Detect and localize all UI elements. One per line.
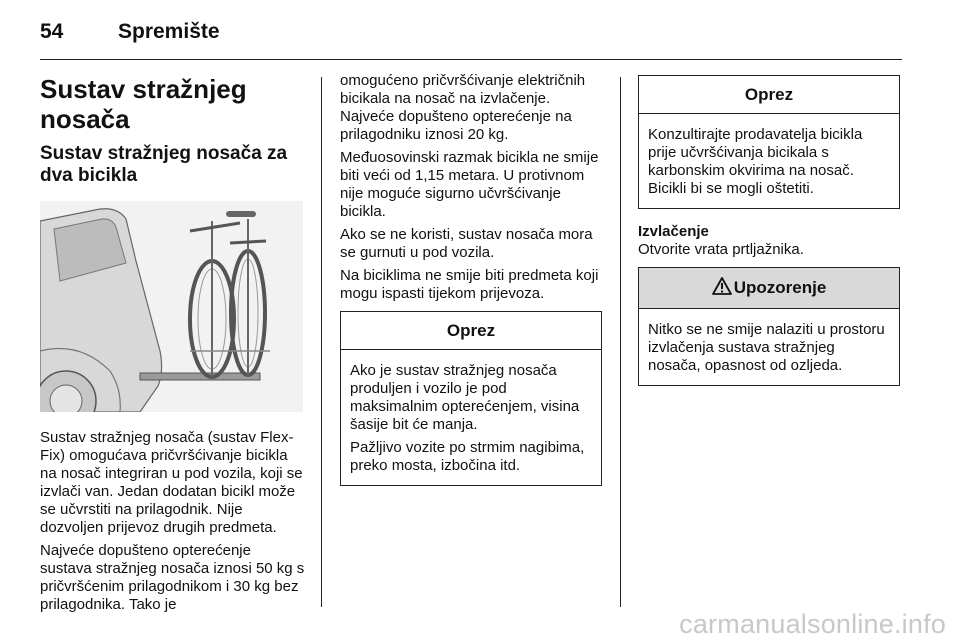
column-left xyxy=(40,72,305,619)
paragraph: Otvorite vrata prtljažnika. xyxy=(638,241,804,258)
header-rule xyxy=(40,59,902,60)
warning-box xyxy=(638,267,900,386)
caution-box xyxy=(638,75,900,209)
warning-text: Nitko se ne smije nalaziti u prostoru izvlačenja sustava stražnjeg nosača, opasnost od ozljeda. xyxy=(648,321,885,374)
paragraph: Sustav stražnjeg nosača (sustav Flex-Fix) omogućava pričvršćivanje bicikla na nosač integriran u pod vozila, koji se izvlači van. Jedan dodatan bicikl može se učvrstiti na prilagodnik. Nije dozvoljen prijevoz drugih predmeta. xyxy=(40,429,303,536)
bike-carrier-drawing xyxy=(40,201,303,412)
paragraph: Ako se ne koristi, sustav nosača mora se gurnuti u pod vozila. xyxy=(340,226,593,261)
paragraph: Na biciklima ne smije biti predmeta koji mogu ispasti tijekom prijevoza. xyxy=(340,267,599,302)
warning-triangle-icon xyxy=(712,277,732,300)
warning-header xyxy=(639,268,899,309)
caution-box xyxy=(340,311,602,486)
page-number: 54 xyxy=(40,20,64,43)
subheading: Izvlačenje xyxy=(638,223,709,240)
paragraph: omogućeno pričvršćivanje električnih bicikala na nosač na izvlačenje. Najveće dopušteno opterećenje na prilagodniku iznosi 20 kg. xyxy=(340,72,586,143)
section-title: Sustav stražnjeg nosača xyxy=(40,74,247,134)
paragraph: Najveće dopušteno opterećenje sustava stražnjeg nosača iznosi 50 kg s pričvršćenim prilagodnikom i 30 kg bez prilagodnika. Tako je xyxy=(40,542,305,613)
caution-title: Oprez xyxy=(341,312,601,350)
caution-text: Pažljivo vozite po strmim nagibima, preko mosta, izbočina itd. xyxy=(350,439,585,474)
column-divider xyxy=(321,77,322,607)
bike-carrier-illustration xyxy=(40,201,303,412)
section-header: Spremište xyxy=(118,20,220,43)
subsection-title: Sustav stražnjeg nosača za dva bicikla xyxy=(40,143,288,186)
column-divider xyxy=(620,77,621,607)
column-middle xyxy=(340,72,602,500)
paragraph: Međuosovinski razmak bicikla ne smije biti veći od 1,15 metara. U protivnom nije moguće sigurno učvršćivanje bicikla. xyxy=(340,149,599,220)
caution-title: Oprez xyxy=(639,76,899,114)
warning-title: Upozorenje xyxy=(733,278,827,297)
caution-text: Konzultirajte prodavatelja bicikla prije učvršćivanja bicikala s karbonskim okvirima na nosač. Bicikli bi se mogli oštetiti. xyxy=(648,126,863,197)
caution-text: Ako je sustav stražnjeg nosača produljen i vozilo je pod maksimalnim opterećenjem, visina šasije bit će manja. xyxy=(350,362,580,433)
watermark: carmanualsonline.info xyxy=(679,609,946,639)
column-right xyxy=(638,72,900,400)
